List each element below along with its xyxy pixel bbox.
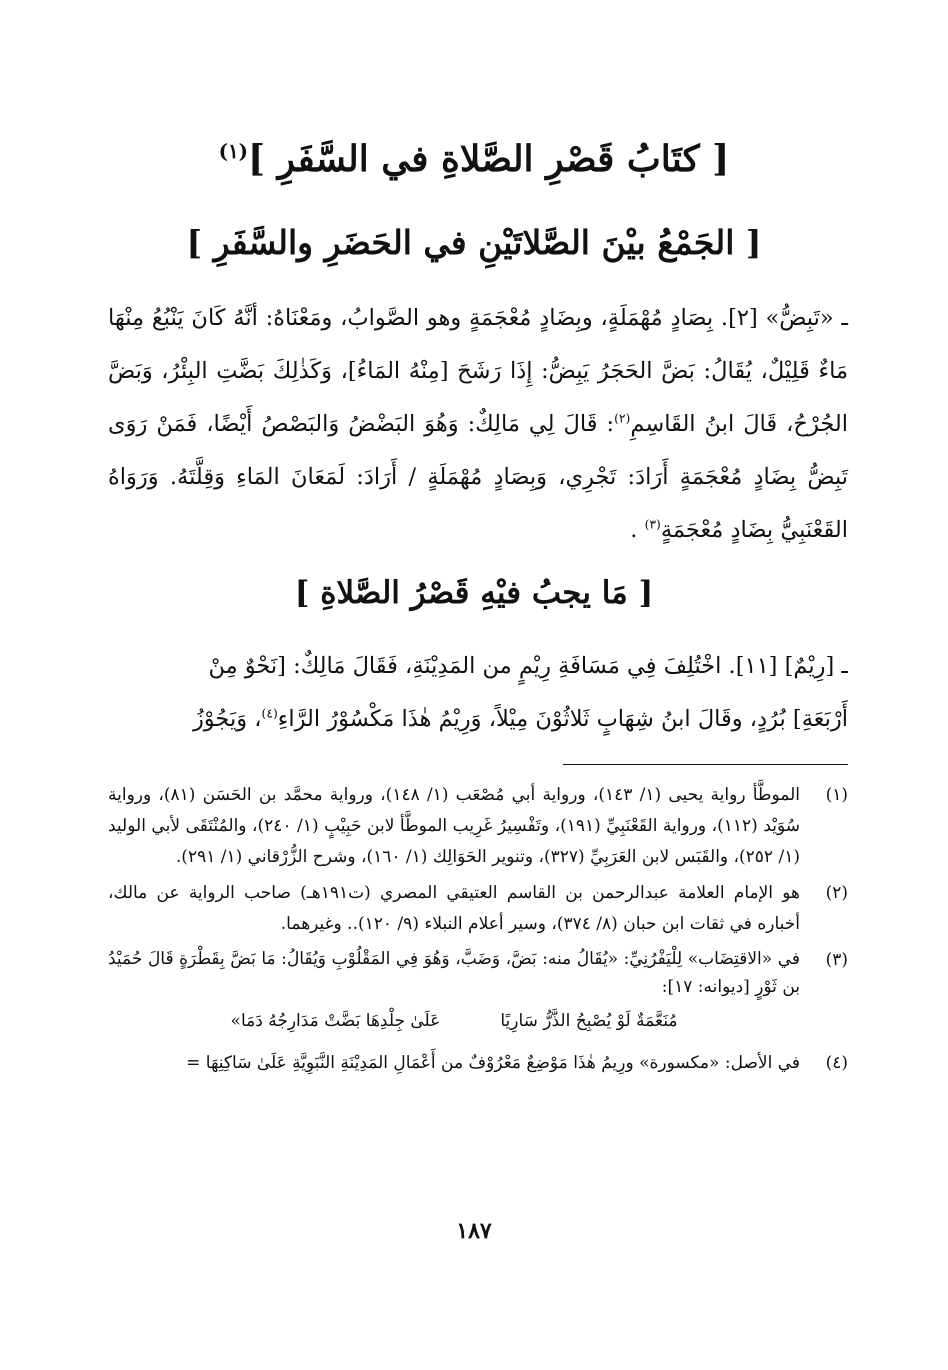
footnote-3 — [108, 945, 848, 1043]
footnotes — [108, 780, 848, 1084]
chapter-title-text: [ كتَابُ قَصْرِ الصَّلاةِ في السَّفَرِ ] — [248, 138, 730, 180]
poetry-verse — [108, 1007, 800, 1035]
footnote-3-body — [108, 945, 800, 1043]
footnote-3-number: (٣) — [825, 950, 848, 970]
paragraph-reem-line-2-a: أَرْبَعَةِ] بُرُدٍ، وقَالَ ابنُ شِهَابٍ ثَلاثُوْنَ مِيْلاً، وَرِيْمُ هٰذَا مَكْسُوْرُ الرَّاءِ — [277, 706, 848, 732]
footnote-4-number: (٤) — [825, 1053, 848, 1073]
footnote-ref-4: (٤) — [261, 706, 278, 721]
footnote-separator — [563, 764, 848, 765]
page-number: ١٨٧ — [456, 1218, 492, 1244]
footnote-4 — [108, 1048, 848, 1079]
chapter-title — [60, 138, 888, 180]
footnote-2-number: (٢) — [825, 883, 848, 903]
footnote-ref-2: (٢) — [614, 411, 631, 426]
footnote-2-text: هو الإمام العلامة عبدالرحمن بن القاسم العتيقي المصري (ت١٩١هـ) صاحب الرواية عن مالك، أخباره في ثقات ابن حبان (٨/ ٣٧٤)، وسير أعلام النبلاء (٩/ ١٢٠).. وغيرهما. — [108, 883, 800, 934]
verse-first-hemistich: مُنَعَّمَةٌ لَوْ يُصْبِحُ الذَّرُّ سَارِيًا — [500, 1011, 678, 1031]
paragraph-reem-line-1: ـ [رِيْمٌ] [١١]. اخْتُلِفَ فِي مَسَافَةِ رِيْمٍ من المَدِيْنَةِ، فَقَالَ مَالِكٌ: [نَحْوٌ مِنْ — [208, 653, 848, 679]
footnote-3-text: في «الاقتِضَاب» لِلْيَفْرُنِيِّ: «يُقَالُ منه: بَضَّ، وَضَبَّ، وَهُوَ فِي المَقْلُوْبِ وَيُقَالُ: مَا بَضَّ بِقَطْرَةٍ قَالَ حُمَيْدُ بن ثَوْرٍ [ديوانه: ١٧]: — [108, 949, 800, 997]
paragraph-tabiddu-part-b: : قَالَ لِي مَالِكٌ: وَهُوَ البَضْضُ وَالبَصْصُ أَيْضًا، فَمَنْ رَوَى تَبِضُّ بِضَادٍ مُعْجَمَةٍ أَرَادَ: تَجْرِي، وَبِصَادٍ مُهْمَلَةٍ / أَرَادَ: لَمَعَانَ المَاءِ وَقِلَّتَهُ. وَرَوَاهُ القَعْنَبِيُّ بِضَادٍ مُعْجَمَةٍ — [108, 411, 848, 543]
footnote-2 — [108, 878, 848, 940]
footnote-ref-1: (١) — [218, 139, 249, 163]
verse-second-hemistich: عَلَىٰ جِلْدِهَا بَضَّتْ مَدَارِجُهُ دَمَا» — [230, 1011, 441, 1031]
paragraph-reem-line-2-b: ، وَيَجُوْزُ — [192, 706, 262, 732]
paragraph-tabiddu-part-a: ـ «تَبِضُّ» [٢]. بِصَادٍ مُهْمَلَةٍ، وبِضَادٍ مُعْجَمَةٍ وهو الصَّوابُ، ومَعْنَاهُ: أنَّهُ كَانَ يَنْبُعُ مِنْهَا مَاءٌ قَلِيْلٌ، يُقَالُ: بَضَّ الحَجَرُ يَبِضُّ: إِذَا رَشَحَ [مِنْهُ المَاءُ]، وَكَذٰلِكَ بَضَّتِ البِئْرُ، وَبَضَّ الجُرْحُ، قَالَ ابنُ القَاسِمِ — [108, 305, 848, 437]
footnote-4-text: في الأصل: «مكسورة» ورِيمُ هٰذَا مَوْضِعٌ مَعْرُوْفٌ من أَعْمَالِ المَدِيْنَةِ النَّبَوِيَّةِ عَلَىٰ سَاكِنِهَا = — [186, 1053, 800, 1073]
footnote-1-number: (١) — [825, 785, 848, 805]
paragraph-reem-line-2 — [108, 693, 848, 746]
paragraph-reem — [108, 640, 848, 746]
paragraph-tabiddu-part-c: . — [630, 517, 645, 543]
section-heading-shortening-prayer: [ مَا يجبُ فيْهِ قَصْرُ الصَّلاةِ ] — [294, 575, 654, 611]
footnote-1-text: الموطَّأ رواية يحيى (١/ ١٤٣)، ورواية أبي مُصْعَب (١/ ١٤٨)، ورواية محمَّد بن الحَسَن (٨١)، ورواية سُوَيْد (١١٢)، ورواية القَعْنَبِيِّ (١٩١)، وتَفْسِيرُ غَرِيب الموطَّأ لابن حَبِيْبٍ (١/ ٢٤٠)، والمُنْتَقَى لأبي الوليد (١/ ٢٥٢)، والقَبَس لابن العَرَبِيِّ (٣٢٧)، وتنوير الحَوَالِك (١/ ١٦٠)، وشرح الزُّرْقاني (١/ ٢٩١). — [108, 785, 800, 867]
paragraph-tabiddu — [108, 292, 848, 557]
footnote-ref-3: (٣) — [644, 517, 661, 532]
footnote-1 — [108, 780, 848, 873]
section-heading-combining-prayers: [ الجَمْعُ بيْنَ الصَّلاتَيْنِ في الحَضَرِ والسَّفَرِ ] — [186, 223, 762, 262]
